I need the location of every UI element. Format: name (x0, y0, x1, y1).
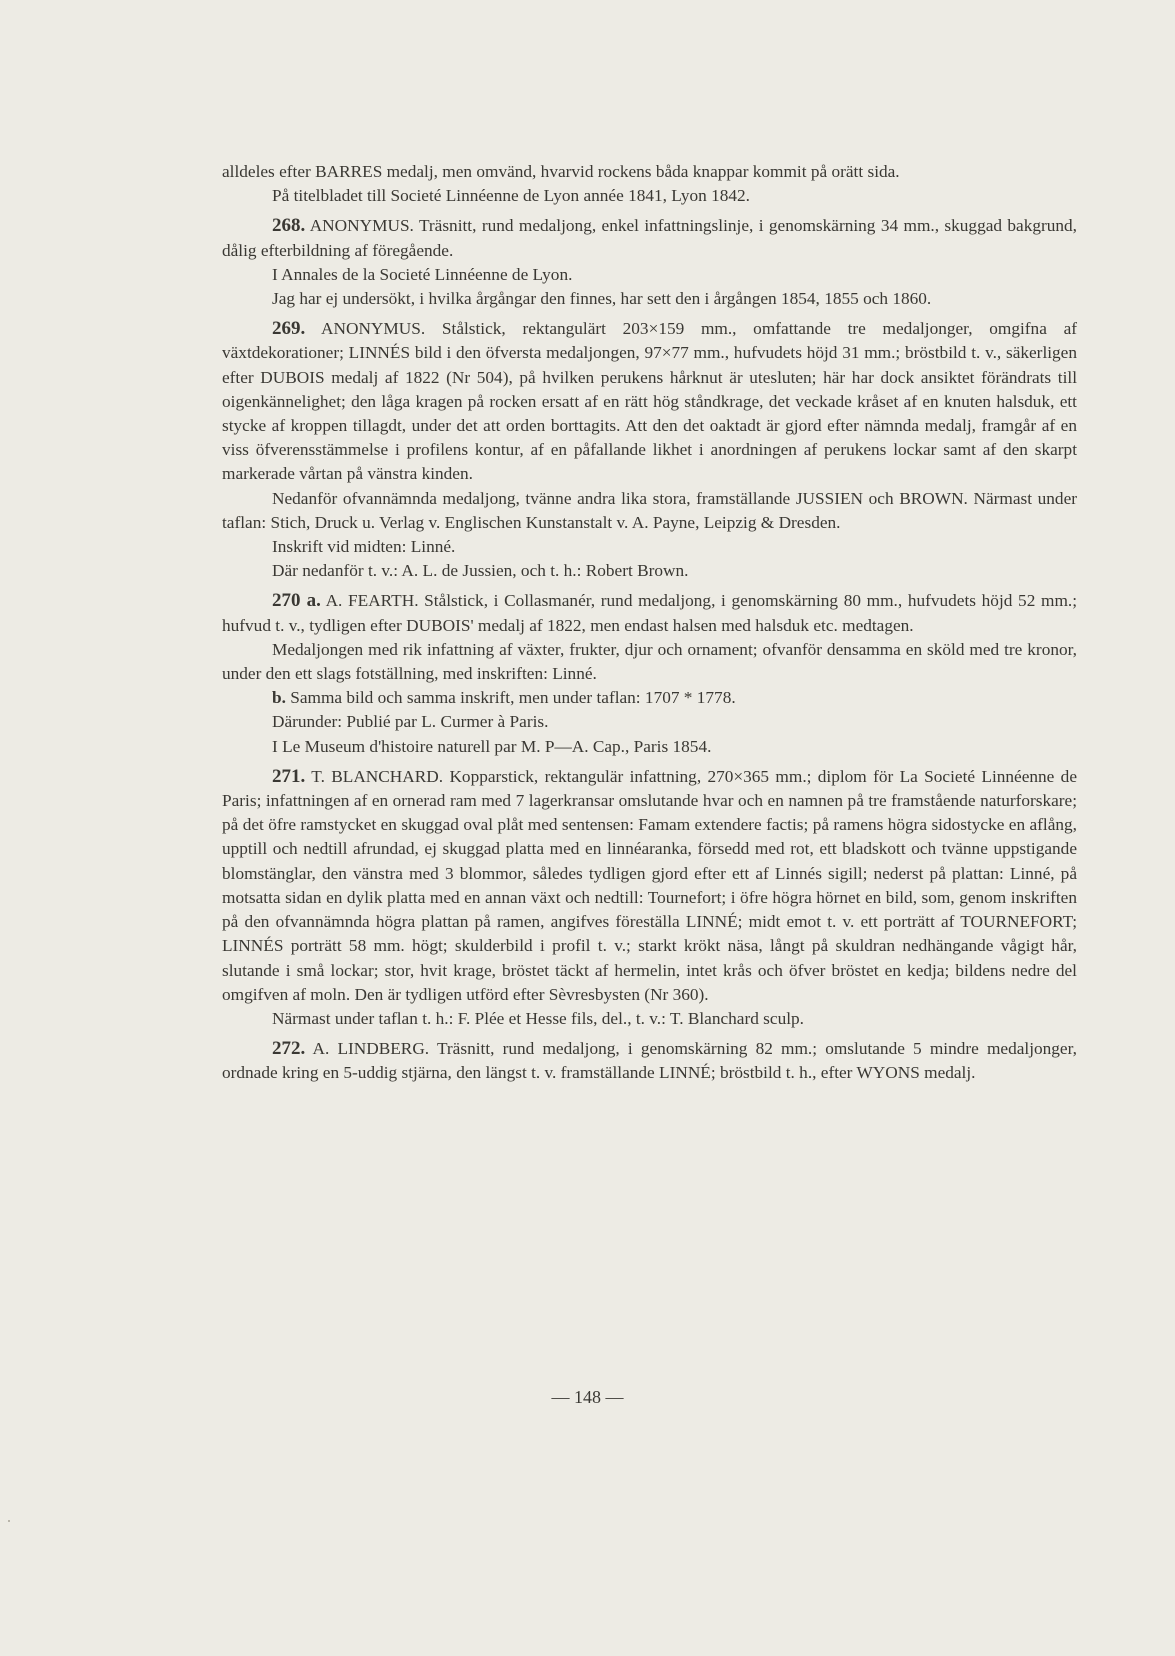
entry-number: 268. (272, 215, 306, 237)
paragraph-continuation: alldeles efter BARRES medalj, men omvänd, hvarvid rockens båda knappar kommit på orätt sida. (222, 162, 900, 181)
entry-text: ANONYMUS. Stålstick, rektangulärt 203×159 mm., omfattande tre medaljonger, omgifna af växtdekorationer; LINNÉS bild i den öfversta medaljongen, 97×77 mm., hufvudets höjd 31 mm.; bröstbild t. v., säkerligen efter DUBOIS medalj af 1822 (Nr 504), på hvilken perukens hårknut är utesluten; här har dock ansiktet förändrats till oigenkännelighet; den låga kragen på rocken ersatt af en rätt hög ståndkrage, det veckade kråset af en knuten halsduk, ett stycke af kroppen tillagdt, under det att orden borttagits. Att den det oaktadt är gjord efter nämnda medalj, framgår af en viss öfverensstämmelse i profilens kontur, af en påfallande likhet i anordningen af perukens lockar samt af den skarpt markerade vårtan på vänstra kinden. (222, 319, 1077, 484)
paragraph: Medaljongen med rik infattning af växter, frukter, djur och ornament; ofvanför densamma en sköld med tre kronor, under den ett slags fotställning, med inskriften: Linné. (222, 639, 1077, 684)
paragraph: Där nedanför t. v.: A. L. de Jussien, och t. h.: Robert Brown. (272, 561, 689, 581)
entry-269 (222, 317, 1077, 486)
entry-268 (222, 214, 1077, 262)
paragraph: Därunder: Publié par L. Curmer à Paris. (272, 712, 549, 732)
sub-entry-letter: b. (272, 688, 286, 708)
entry-272 (222, 1037, 1077, 1085)
entry-text: Samma bild och samma inskrift, men under taflan: 1707 * 1778. (290, 688, 736, 708)
paragraph: Nedanför ofvannämnda medaljong, tvänne andra lika stora, framställande JUSSIEN och BROWN. Närmast under taflan: Stich, Druck u. Verlag v. Englischen Kunstanstalt v. A. Payne, Leipzig & Dresden. (222, 488, 1077, 532)
page-number: — 148 — (551, 1387, 624, 1407)
entry-text: A. FEARTH. Stålstick, i Collasmanér, rund medaljong, i genomskärning 80 mm., hufvudets höjd 52 mm.; hufvud t. v., tydligen efter DUBOIS' medalj af 1822, men endast halsen med halsduk etc. medtagen. (222, 591, 1078, 635)
scan-speck (8, 1520, 10, 1522)
paragraph: På titelbladet till Societé Linnéenne de Lyon année 1841, Lyon 1842. (272, 186, 751, 206)
body-text (222, 160, 1077, 1086)
paragraph: I Le Museum d'histoire naturell par M. P—A. Cap., Paris 1854. (272, 736, 712, 756)
entry-270a (222, 589, 1077, 637)
entry-number: 269. (272, 318, 306, 340)
entry-number: 272. (272, 1038, 306, 1060)
paragraph: Jag har ej undersökt, i hvilka årgångar den finnes, har sett den i årgången 1854, 1855 och 1860. (272, 289, 932, 309)
entry-text: T. BLANCHARD. Kopparstick, rektangulär infattning, 270×365 mm.; diplom för La Societé Linnéenne de Paris; infattningen af en ornerad ram med 7 lagerkransar omslutande hvar och en namnen på tre framstående naturforskare; på det öfre ramstycket en skuggad oval plåt med sentensen: Famam extendere factis; på ramens högra sidostycke en aflång, upptill och nedtill afrundad, ej skuggad platta med en linnéaranka, försedd med rot, ett bladskott och tvänne uppstigande blomstänglar, den vänstra med 3 blommor, således tydligen gjord efter ett af Linnés sigill; nederst på plattan: Linné, på motsatta sidan en dylik platta med en annan växt och nedtill: Tournefort; i öfre högra hörnet en bild, som, genom inskriften på den ofvannämnda högra plattan på ramen, angifves föreställa LINNÉ; midt emot t. v. ett porträtt af TOURNEFORT; LINNÉS porträtt 58 mm. högt; skulderbild i profil t. v.; starkt krökt näsa, långt på skuldran nedhängande vågigt hår, slutande i små lockar; stor, hvit krage, bröstet täckt af hermelin, intet krås och öfver bröstet en kedja; bildens nedre del omgifven af moln. Den är tydligen utförd efter Sèvresbysten (Nr 360). (222, 766, 1077, 1004)
entry-271 (222, 765, 1077, 1007)
entry-number: 271. (272, 765, 306, 787)
entry-text: ANONYMUS. Träsnitt, rund medaljong, enkel infattningslinje, i genomskärning 34 mm., skuggad bakgrund, dålig efterbildning af föregående. (222, 216, 1078, 260)
paragraph: Inskrift vid midten: Linné. (272, 537, 456, 557)
entry-number: 270 a. (272, 590, 321, 612)
entry-270b (222, 686, 1077, 710)
paragraph: I Annales de la Societé Linnéenne de Lyon. (272, 264, 573, 284)
paragraph: Närmast under taflan t. h.: F. Plée et Hesse fils, del., t. v.: T. Blanchard sculp. (272, 1008, 804, 1028)
entry-text: A. LINDBERG. Träsnitt, rund medaljong, i genomskärning 82 mm.; omslutande 5 mindre medaljonger, ordnade kring en 5-uddig stjärna, den längst t. v. framställande LINNÉ; bröstbild t. h., efter WYONS medalj. (222, 1039, 1077, 1083)
